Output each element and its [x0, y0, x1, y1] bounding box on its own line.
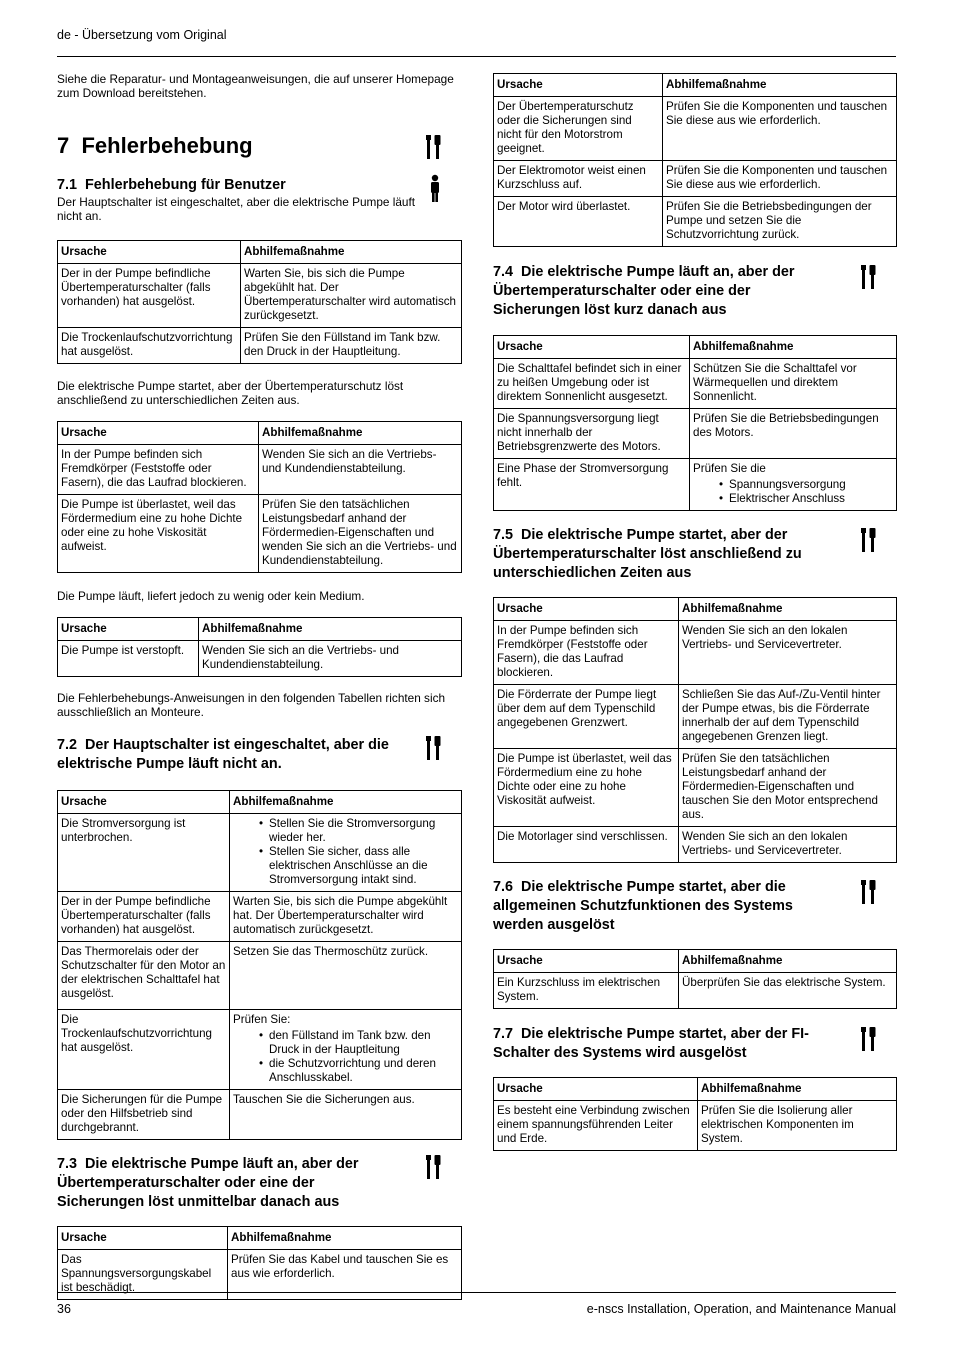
cause-cell: Eine Phase der Stromversorgung fehlt. [494, 459, 690, 511]
wrench-screwdriver-icon [426, 135, 442, 167]
table-row [494, 621, 897, 685]
table-header-row [494, 950, 897, 973]
table-row [494, 459, 897, 511]
column-header-remedy: Abhilfemaßnahme [228, 1227, 462, 1250]
remedy-cell: Prüfen Sie die Betriebsbedingungen der Pumpe und setzen Sie die Schutzvorrichtung zurück. [663, 197, 897, 247]
section-7-2-heading: 7.2 Der Hauptschalter ist eingeschaltet, aber die elektrische Pumpe läuft nicht an. [57, 736, 462, 774]
cause-cell: Die Förderrate der Pumpe liegt über dem auf dem Typenschild angegebenen Grenzwert. [494, 685, 679, 749]
table-row [58, 445, 462, 495]
cause-cell: Die Stromversorgung ist unterbrochen. [58, 814, 230, 892]
remedy-cell: Setzen Sie das Thermoschütz zurück. [230, 942, 462, 1010]
wrench-screwdriver-icon [426, 736, 442, 768]
column-header-remedy: Abhilfemaßnahme [690, 336, 897, 359]
section-7-4-heading: 7.4 Die elektrische Pumpe läuft an, aber der Übertemperaturschalter oder eine der Sicherungen löst kurz danach aus [493, 263, 897, 320]
table-row [58, 495, 462, 573]
section-7-7-heading: 7.7 Die elektrische Pumpe startet, aber der FI-Schalter des Systems wird ausgelöst [493, 1025, 897, 1063]
chapter-number: 7 [57, 133, 70, 158]
column-header-cause: Ursache [494, 950, 679, 973]
table-header-row [58, 1227, 462, 1250]
list-item: • Spannungsversorgung [719, 478, 893, 492]
table-header-row [58, 618, 462, 641]
table-header-row [494, 598, 897, 621]
table-header-row [58, 422, 462, 445]
table-row [494, 827, 897, 863]
remedy-list [693, 478, 893, 506]
table-row [58, 814, 462, 892]
person-icon [428, 174, 442, 208]
table-row [494, 197, 897, 247]
remedy-cell: Wenden Sie sich an den lokalen Vertriebs- und Servicevertreter. [679, 827, 897, 863]
header-rule [57, 56, 896, 57]
section-7-1-intro-2: Die elektrische Pumpe startet, aber der Übertemperaturschutz löst anschließend zu unterschiedlichen Zeiten aus. [57, 379, 404, 407]
list-item: • Stellen Sie die Stromversorgung wieder her. [259, 817, 458, 845]
column-header-remedy: Abhilfemaßnahme [663, 74, 897, 97]
list-item: • den Füllstand im Tank bzw. den Druck in der Hauptleitung [259, 1029, 458, 1057]
remedy-list [233, 817, 458, 887]
remedy-cell: Prüfen Sie die Komponenten und tauschen Sie diese aus wie erforderlich. [663, 97, 897, 161]
cause-cell: Der Motor wird überlastet. [494, 197, 663, 247]
list-item: • die Schutzvorrichtung und deren Anschlusskabel. [259, 1057, 458, 1085]
section-7-1-intro-3: Die Pumpe läuft, liefert jedoch zu wenig oder kein Medium. [57, 589, 365, 603]
table-row [494, 1101, 897, 1151]
remedy-cell: Warten Sie, bis sich die Pumpe abgekühlt hat. Der Übertemperaturschalter wird automatisch zurückgesetzt. [241, 264, 462, 328]
cause-cell: Die Spannungsversorgung liegt nicht innerhalb der Betriebsgrenzwerte des Motors. [494, 409, 690, 459]
list-item: • Elektrischer Anschluss [719, 492, 893, 506]
cause-cell: Ein Kurzschluss im elektrischen System. [494, 973, 679, 1009]
remedy-cell: Wenden Sie sich an die Vertriebs- und Kundendienstabteilung. [259, 445, 462, 495]
remedy-cell: Prüfen Sie die Komponenten und tauschen Sie diese aus wie erforderlich. [663, 161, 897, 197]
table-row [494, 973, 897, 1009]
column-header-cause: Ursache [58, 1227, 228, 1250]
table-row [494, 685, 897, 749]
cause-cell: Der in der Pumpe befindliche Übertemperaturschalter (falls vorhanden) hat ausgelöst. [58, 892, 230, 942]
table-7-5 [493, 597, 897, 863]
table-row [58, 641, 462, 677]
column-header-remedy: Abhilfemaßnahme [698, 1078, 897, 1101]
footer-rule [57, 1292, 896, 1293]
cause-cell: Der Elektromotor weist einen Kurzschluss auf. [494, 161, 663, 197]
table-row [494, 409, 897, 459]
column-header-remedy: Abhilfemaßnahme [199, 618, 462, 641]
remedy-cell: Schützen Sie die Schalttafel vor Wärmequellen und direktem Sonnenlicht. [690, 359, 897, 409]
list-item: • Stellen Sie sicher, dass alle elektrischen Anschlüsse an die Stromversorgung intakt sind. [259, 845, 458, 887]
remedy-cell: Wenden Sie sich an die Vertriebs- und Kundendienstabteilung. [199, 641, 462, 677]
cause-cell: Die Trockenlaufschutzvorrichtung hat ausgelöst. [58, 1010, 230, 1090]
section-7-6-heading: 7.6 Die elektrische Pumpe startet, aber die allgemeinen Schutzfunktionen des Systems werden ausgelöst [493, 878, 897, 935]
column-header-cause: Ursache [494, 1078, 698, 1101]
table-header-row [494, 74, 897, 97]
remedy-list [233, 1029, 458, 1085]
remedy-cell [690, 459, 897, 511]
cause-cell: Die Pumpe ist verstopft. [58, 641, 199, 677]
cause-cell: Die Motorlager sind verschlissen. [494, 827, 679, 863]
remedy-cell [230, 1010, 462, 1090]
wrench-screwdriver-icon [426, 1155, 442, 1187]
intro-text: Siehe die Reparatur- und Montageanweisungen, die auf unserer Homepage zum Download bereitstehen. [57, 72, 454, 100]
cause-cell: Die Pumpe ist überlastet, weil das Fördermedium eine zu hohe Dichte oder eine zu hohe Viskosität aufweist. [58, 495, 259, 573]
remedy-cell: Prüfen Sie die Betriebsbedingungen des Motors. [690, 409, 897, 459]
column-header-cause: Ursache [58, 241, 241, 264]
section-7-1-intro: Der Hauptschalter ist eingeschaltet, aber die elektrische Pumpe läuft nicht an. [57, 195, 416, 223]
chapter-title: Fehlerbehebung [81, 133, 253, 158]
cause-cell: In der Pumpe befinden sich Fremdkörper (Feststoffe oder Fasern), die das Laufrad blockieren. [494, 621, 679, 685]
remedy-cell: Prüfen Sie den Füllstand im Tank bzw. den Druck in der Hauptleitung. [241, 328, 462, 364]
table-7-2 [57, 790, 462, 1140]
table-row [58, 1010, 462, 1090]
table-7-4 [493, 335, 897, 511]
remedy-cell: Prüfen Sie das Kabel und tauschen Sie es aus wie erforderlich. [228, 1250, 462, 1300]
column-header-remedy: Abhilfemaßnahme [259, 422, 462, 445]
table-row [58, 264, 462, 328]
table-7-1-c [57, 617, 462, 677]
remedy-cell: Warten Sie, bis sich die Pumpe abgekühlt hat. Der Übertemperaturschalter wird automatisch zurückgesetzt. [230, 892, 462, 942]
table-header-row [494, 336, 897, 359]
page-header: de - Übersetzung vom Original [57, 28, 227, 42]
remedy-cell [230, 814, 462, 892]
column-header-cause: Ursache [494, 336, 690, 359]
table-header-row [58, 241, 462, 264]
column-header-cause: Ursache [494, 598, 679, 621]
table-row [58, 942, 462, 1010]
cause-cell: Die Trockenlaufschutzvorrichtung hat ausgelöst. [58, 328, 241, 364]
table-row [494, 359, 897, 409]
table-7-3-part-2 [493, 73, 897, 247]
remedy-text: Prüfen Sie: [233, 1013, 291, 1026]
cause-cell: Es besteht eine Verbindung zwischen einem spannungsführenden Leiter und Erde. [494, 1101, 698, 1151]
wrench-screwdriver-icon [861, 1027, 877, 1059]
manual-title: e-nscs Installation, Operation, and Maintenance Manual [586, 1302, 896, 1316]
cause-cell: Die Sicherungen für die Pumpe oder den Hilfsbetrieb sind durchgebrannt. [58, 1090, 230, 1140]
column-header-remedy: Abhilfemaßnahme [230, 791, 462, 814]
section-7-5-heading: 7.5 Die elektrische Pumpe startet, aber der Übertemperaturschalter löst anschließend zu unterschiedlichen Zeiten aus [493, 526, 897, 583]
wrench-screwdriver-icon [861, 880, 877, 912]
table-row [494, 749, 897, 827]
chapter-heading [57, 133, 462, 159]
cause-cell: Das Thermorelais oder der Schutzschalter für den Motor an der elektrischen Schalttafel hat ausgelöst. [58, 942, 230, 1010]
wrench-screwdriver-icon [861, 265, 877, 297]
remedy-cell: Prüfen Sie die Isolierung aller elektrischen Komponenten im System. [698, 1101, 897, 1151]
section-7-1-outro: Die Fehlerbehebungs-Anweisungen in den folgenden Tabellen richten sich ausschließlich an Monteure. [57, 691, 446, 719]
cause-cell: Das Spannungsversorgungskabel ist beschädigt. [58, 1250, 228, 1300]
table-row [58, 892, 462, 942]
right-column [493, 73, 897, 1151]
remedy-cell: Schließen Sie das Auf-/Zu-Ventil hinter der Pumpe etwas, bis die Förderrate innerhalb der auf dem Typenschild angegebenen Grenzen liegt. [679, 685, 897, 749]
column-header-remedy: Abhilfemaßnahme [241, 241, 462, 264]
column-header-cause: Ursache [494, 74, 663, 97]
table-row [58, 1090, 462, 1140]
remedy-text: Prüfen Sie die [693, 462, 766, 475]
cause-cell: Die Schalttafel befindet sich in einer zu heißen Umgebung oder ist direktem Sonnenlicht ausgesetzt. [494, 359, 690, 409]
table-row [494, 97, 897, 161]
cause-cell: Die Pumpe ist überlastet, weil das Fördermedium eine zu hohe Dichte oder eine zu hohe Viskosität aufweist. [494, 749, 679, 827]
remedy-cell: Überprüfen Sie das elektrische System. [679, 973, 897, 1009]
table-7-7 [493, 1077, 897, 1151]
table-row [494, 161, 897, 197]
table-header-row [494, 1078, 897, 1101]
cause-cell: Der Übertemperaturschutz oder die Sicherungen sind nicht für den Motorstrom geeignet. [494, 97, 663, 161]
left-column [57, 72, 462, 1300]
remedy-cell: Prüfen Sie den tatsächlichen Leistungsbedarf anhand der Fördermedien-Eigenschaften und wenden Sie sich an die Vertriebs- und Kundendienstabteilung. [259, 495, 462, 573]
column-header-cause: Ursache [58, 422, 259, 445]
remedy-cell: Wenden Sie sich an den lokalen Vertriebs- und Servicevertreter. [679, 621, 897, 685]
remedy-cell: Tauschen Sie die Sicherungen aus. [230, 1090, 462, 1140]
cause-cell: In der Pumpe befinden sich Fremdkörper (Feststoffe oder Fasern), die das Laufrad blockieren. [58, 445, 259, 495]
column-header-remedy: Abhilfemaßnahme [679, 598, 897, 621]
column-header-cause: Ursache [58, 791, 230, 814]
cause-cell: Der in der Pumpe befindliche Übertemperaturschalter (falls vorhanden) hat ausgelöst. [58, 264, 241, 328]
column-header-cause: Ursache [58, 618, 199, 641]
section-7-3-heading: 7.3 Die elektrische Pumpe läuft an, aber der Übertemperaturschalter oder eine der Sicherungen löst unmittelbar danach aus [57, 1155, 462, 1212]
table-row [58, 328, 462, 364]
column-header-remedy: Abhilfemaßnahme [679, 950, 897, 973]
wrench-screwdriver-icon [861, 528, 877, 560]
remedy-cell: Prüfen Sie den tatsächlichen Leistungsbedarf anhand der Fördermedien-Eigenschaften und tauschen Sie den Motor entsprechend aus. [679, 749, 897, 827]
table-7-1-a [57, 240, 462, 364]
table-header-row [58, 791, 462, 814]
page-number: 36 [57, 1302, 71, 1316]
table-7-3-part-1 [57, 1226, 462, 1300]
section-7-1-heading: 7.1 Fehlerbehebung für Benutzer [57, 176, 462, 195]
table-7-6 [493, 949, 897, 1009]
table-7-1-b [57, 421, 462, 573]
